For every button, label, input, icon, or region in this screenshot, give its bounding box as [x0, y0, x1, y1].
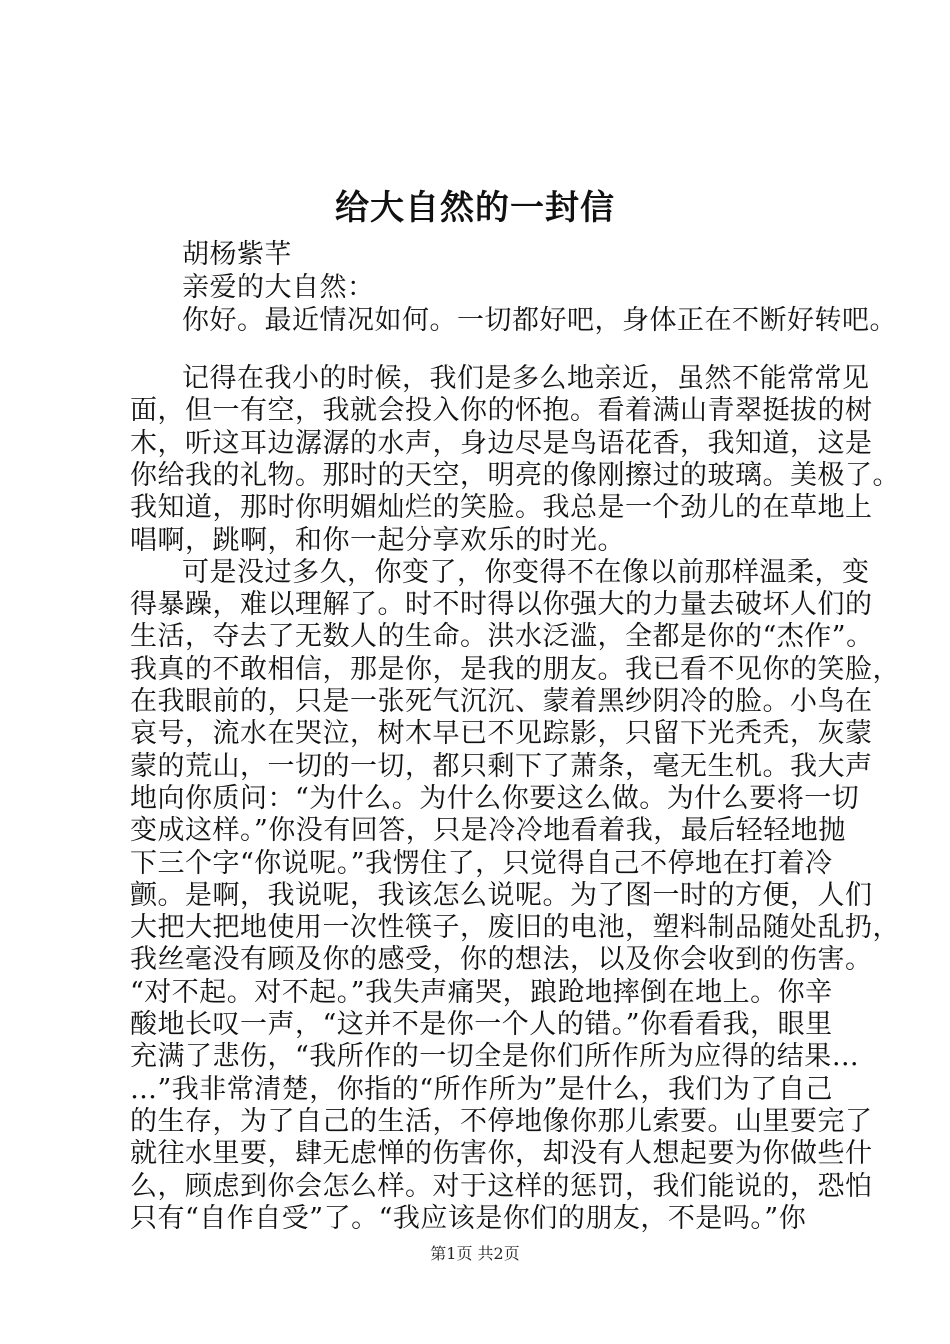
body-line: 记得在我小的时候，我们是多么地亲近，虽然不能常常见 — [182, 363, 870, 394]
body-line: 你给我的礼物。那时的天空，明亮的像刚擦过的玻璃。美极了。 — [130, 459, 900, 491]
body-line: 的生存，为了自己的生活，不停地像你那儿索要。山里要完了 — [130, 1105, 873, 1137]
greeting-line: 你好。最近情况如何。一切都好吧，身体正在不断好转吧。 — [182, 305, 897, 336]
body-line: 充满了悲伤，“我所作的一切全是你们所作所为应得的结果… — [130, 1041, 860, 1073]
page-footer: 第1页 共2页 — [430, 1244, 520, 1263]
body-line: 蒙的荒山，一切的一切，都只剩下了萧条，毫无生机。我大声 — [130, 750, 873, 782]
body-line: 我真的不敢相信，那是你，是我的朋友。我已看不见你的笑脸， — [130, 653, 900, 685]
body-line: 木，听这耳边潺潺的水声，身边尽是鸟语花香，我知道，这是 — [130, 427, 873, 459]
body-line: 得暴躁，难以理解了。时不时得以你强大的力量去破坏人们的 — [130, 589, 873, 621]
body-line: 可是没过多久，你变了，你变得不在像以前那样温柔，变 — [182, 556, 870, 588]
salutation-line: 亲爱的大自然： — [182, 272, 375, 303]
document-title: 给大自然的一封信 — [335, 188, 615, 228]
body-line: “对不起。对不起。”我失声痛哭，踉跄地摔倒在地上。你辛 — [130, 976, 833, 1008]
body-line: 我丝毫没有顾及你的感受，你的想法，以及你会收到的伤害。 — [130, 944, 873, 976]
body-line: 么，顾虑到你会怎么样。对于这样的惩罚，我们能说的，恐怕 — [130, 1170, 873, 1202]
body-line: 只有“自作自受”了。“我应该是你们的朋友，不是吗。”你 — [130, 1202, 807, 1234]
body-line: 颤。是啊，我说呢，我该怎么说呢。为了图一时的方便，人们 — [130, 879, 873, 911]
body-line: 大把大把地使用一次性筷子，废旧的电池，塑料制品随处乱扔， — [130, 912, 900, 944]
body-line: 就往水里要，肆无虑惮的伤害你，却没有人想起要为你做些什 — [130, 1138, 873, 1170]
body-line: 面，但一有空，我就会投入你的怀抱。看着满山青翠挺拔的树 — [130, 395, 873, 427]
author-line: 胡杨紫芊 — [182, 239, 292, 270]
body-line: 地向你质问：“为什么。为什么你要这么做。为什么要将一切 — [130, 782, 860, 814]
body-line: 哀号，流水在哭泣，树木早已不见踪影，只留下光秃秃，灰蒙 — [130, 718, 873, 750]
body-line: 下三个字“你说呢。”我愣住了，只觉得自己不停地在打着冷 — [130, 847, 833, 879]
body-line: 我知道，那时你明媚灿烂的笑脸。我总是一个劲儿的在草地上 — [130, 492, 873, 524]
body-line: 唱啊，跳啊，和你一起分享欢乐的时光。 — [130, 524, 625, 556]
body-line: 生活，夺去了无数人的生命。洪水泛滥，全都是你的“杰作”。 — [130, 621, 874, 653]
body-line: 在我眼前的，只是一张死气沉沉、蒙着黑纱阴冷的脸。小鸟在 — [130, 686, 873, 717]
body-line: 酸地长叹一声，“这并不是你一个人的错。”你看看我，眼里 — [130, 1009, 833, 1040]
body-line: …”我非常清楚，你指的“所作所为”是什么，我们为了自己 — [130, 1073, 833, 1105]
body-line: 变成这样。”你没有回答，只是冷冷地看着我，最后轻轻地抛 — [130, 815, 846, 847]
